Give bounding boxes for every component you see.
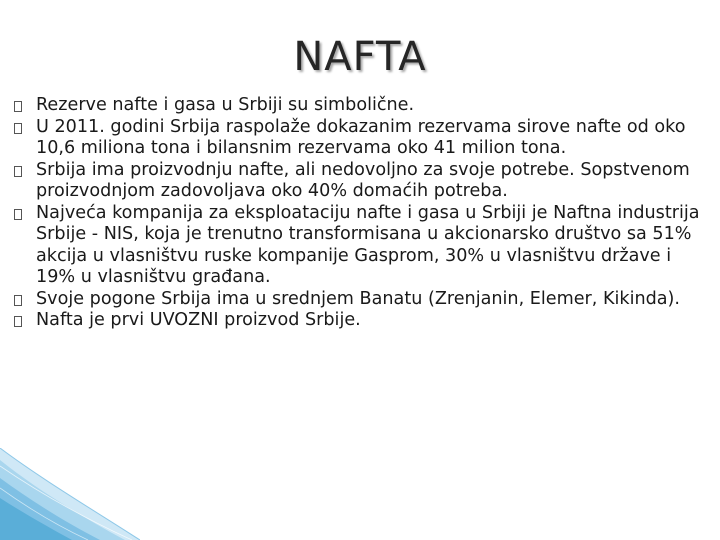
empty-square-icon — [14, 316, 22, 327]
bullet-text: U 2011. godini Srbija raspolaže dokazanim rezervama sirove nafte od oko 10,6 miliona tona i bilansnim rezervama oko 41 milion tona. — [36, 116, 686, 158]
empty-square-icon — [14, 295, 22, 306]
bullet-text: Svoje pogone Srbija ima u srednjem Banatu (Zrenjanin, Elemer, Kikinda). — [36, 288, 681, 309]
bullet-text: Srbija ima proizvodnju nafte, ali nedovoljno za svoje potrebe. Sopstvenom proizvodnjom zadovoljava oko 40% domaćih potreba. — [36, 159, 690, 201]
bullet-text: Najveća kompanija za eksploataciju nafte i gasa u Srbiji je Naftna industrija Srbije - NIS, koja je trenutno transformisana u akcionarsko društvo sa 51% akcija u vlasništvu ruske kompanije Gasprom, 30% u vlasništvu države i 19% u vlasništvu građana. — [36, 202, 700, 287]
bullet-item — [14, 117, 714, 160]
bullet-item — [14, 160, 714, 203]
empty-square-icon — [14, 209, 22, 220]
empty-square-icon — [14, 101, 22, 112]
bullet-list — [14, 95, 714, 332]
empty-square-icon — [14, 166, 22, 177]
bullet-item — [14, 310, 714, 332]
bullet-item — [14, 289, 714, 311]
slide-title: NAFTA — [293, 34, 427, 80]
bullet-text: Nafta je prvi UVOZNI proizvod Srbije. — [36, 310, 361, 330]
corner-decoration — [0, 448, 140, 540]
empty-square-icon — [14, 123, 22, 134]
bullet-item — [14, 203, 714, 289]
bullet-text: Rezerve nafte i gasa u Srbiji su simbolične. — [36, 95, 415, 115]
bullet-item — [14, 95, 714, 117]
